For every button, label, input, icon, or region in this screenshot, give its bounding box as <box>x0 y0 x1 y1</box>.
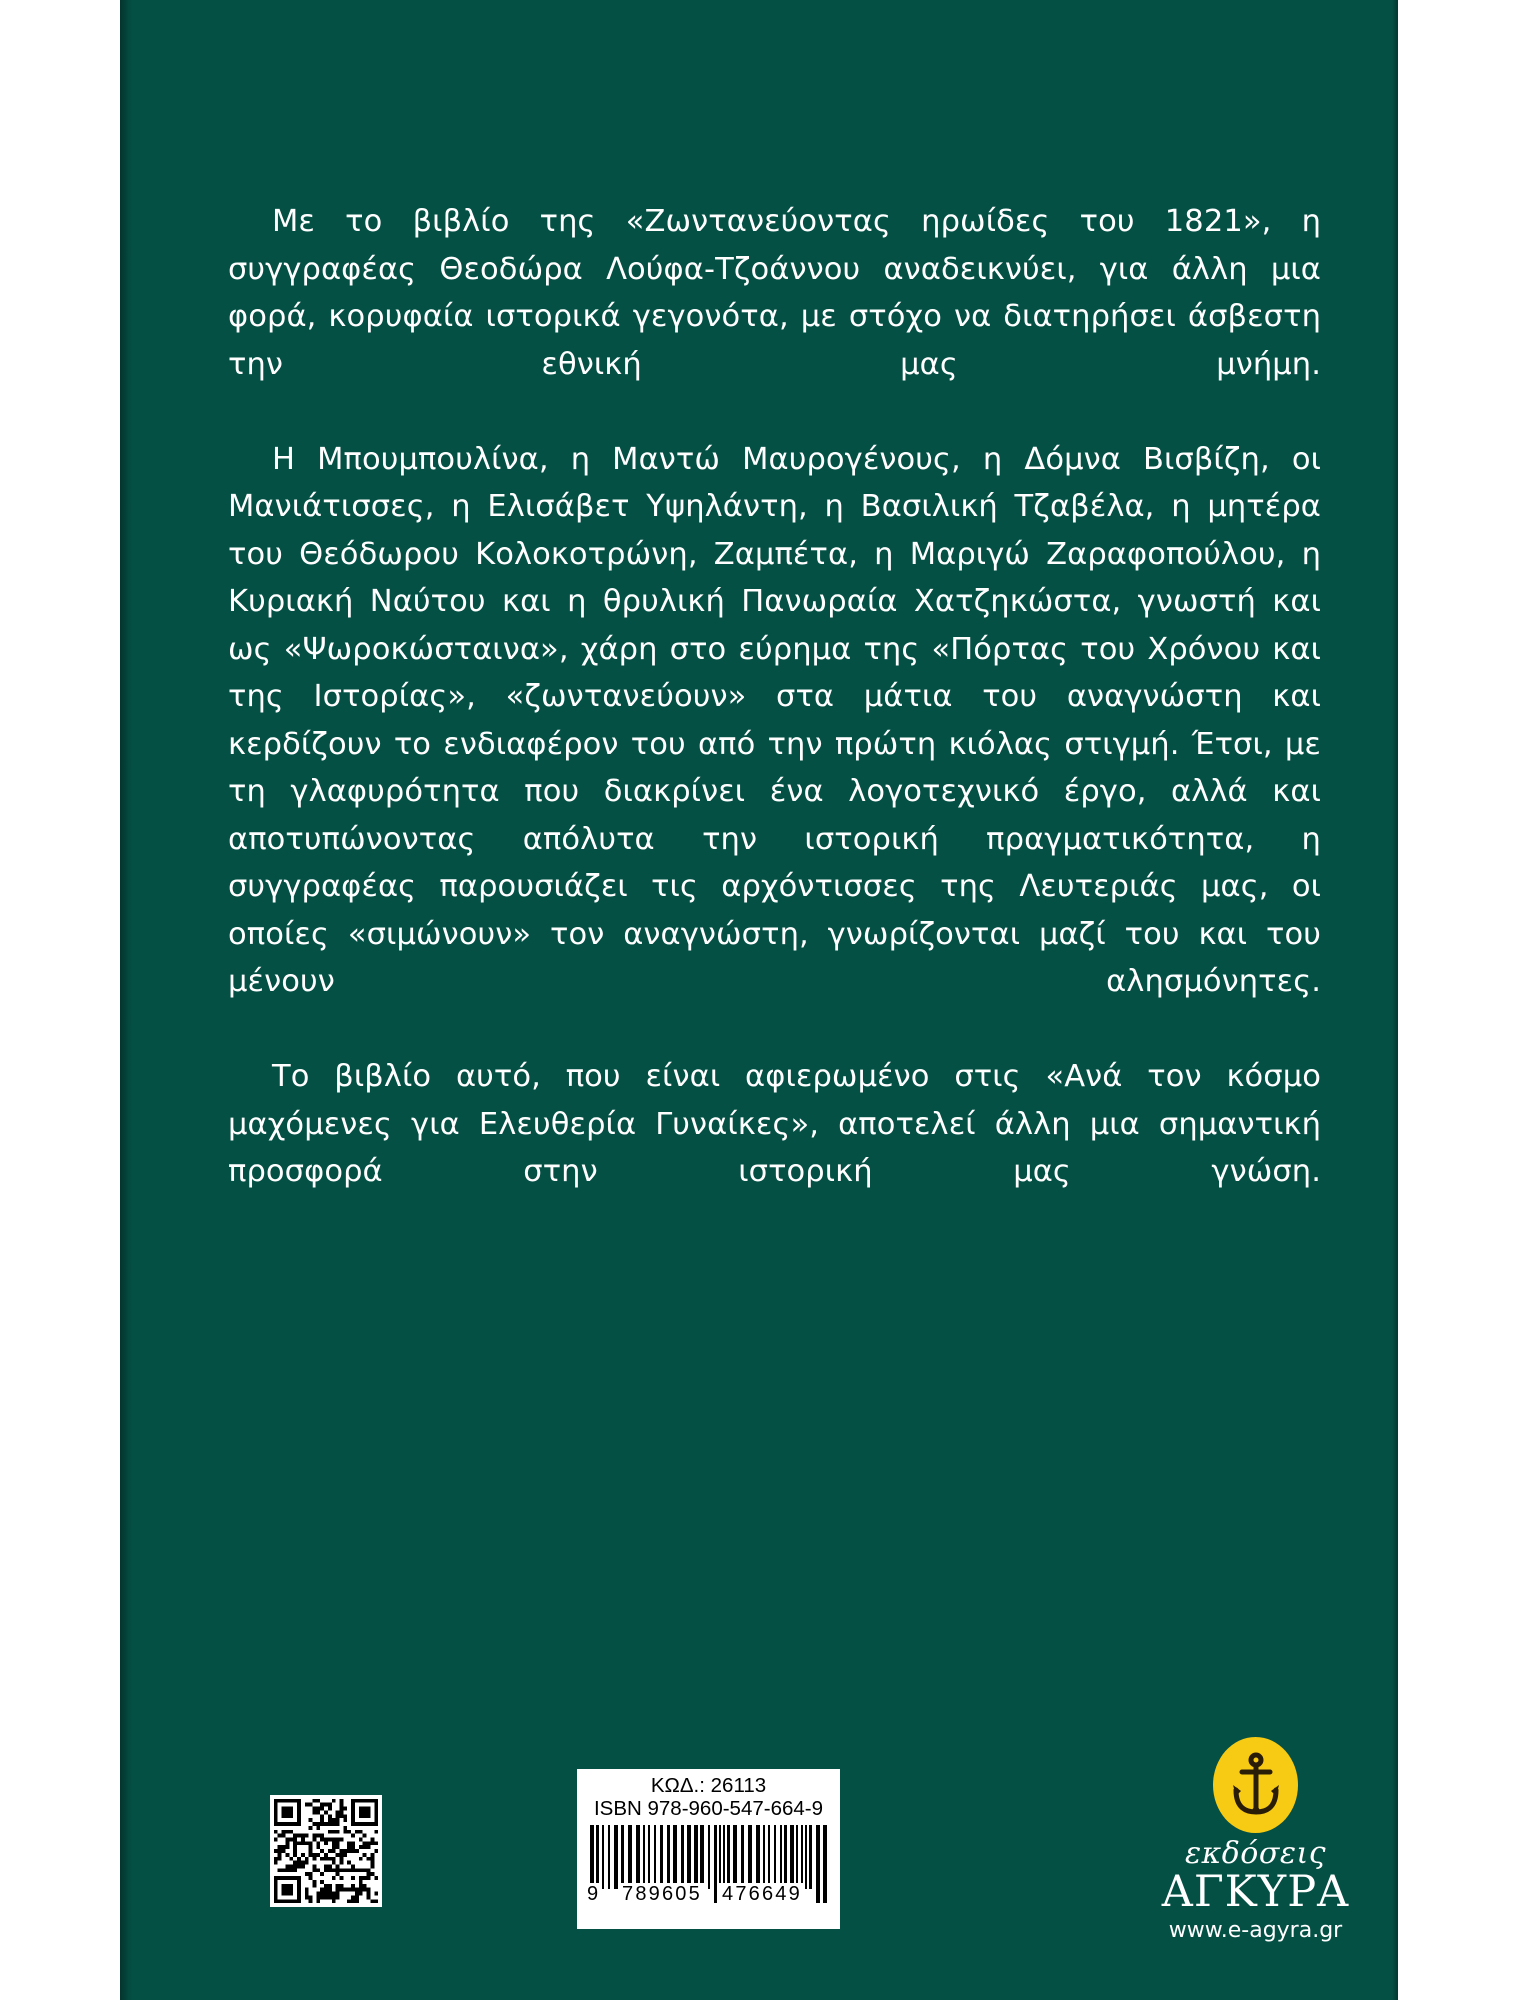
book-back-cover <box>120 0 1398 2000</box>
publisher-name-line2: ΑΓΚΥΡΑ <box>1161 1867 1350 1917</box>
product-code-label: ΚΩΔ.: 26113 <box>650 1774 767 1797</box>
blurb-paragraph-2: Η Μπουμπουλίνα, η Μαντώ Μαυρογένους, η Δόμνα Βισβίζη, οι Μανιάτισσες, η Ελισάβετ Υψηλάντη, η Βασιλική Τζαβέλα, η μητέρα του Θεόδωρου Κολοκοτρώνη, Ζαμπέτα, η Μαριγώ Ζαραφοπούλου, η Κυριακή Ναύτου και η θρυλική Πανωραία Χατζηκώστα, γνωστή και ως «Ψωροκώσταινα», χάρη στο εύρημα της «Πόρτας του Χρόνου και της Ιστορίας», «ζωντανεύουν» στα μάτια του αναγνώστη και κερδίζουν το ενδιαφέρον του από την πρώτη κιόλας στιγμή. Έτσι, με τη γλαφυρότητα που διακρίνει ένα λογοτεχνικό έργο, αλλά και αποτυπώνοντας απόλυτα την ιστορική πραγματικότητα, η συγγραφέας παρουσιάζει τις αρχόντισσες της Λευτεριάς μας, οι οποίες «σιμώνουν» τον αναγνώστη, γνωρίζονται μαζί του και του μένουν αλησμόνητες. <box>228 441 1321 999</box>
blurb-paragraph-1: Με το βιβλίο της «Ζωντανεύοντας ηρωίδες του 1821», η συγγραφέας Θεοδώρα Λούφα-Τζοάννου αναδεικνύει, για άλλη μια φορά, κορυφαία ιστορικά γεγονότα, με στόχο να διατηρήσει άσβεστη την εθνική μας μνήμη. <box>228 204 1321 382</box>
isbn-label: ISBN 978-960-547-664-9 <box>593 1796 824 1820</box>
publisher-name-line1: εκδόσεις <box>1184 1836 1327 1871</box>
spine-shadow <box>120 0 132 2000</box>
blurb-paragraph-3: Το βιβλίο αυτό, που είναι αφιερωμένο στις «Ανά τον κόσμο μαχόμενες για Ελευθερία Γυναίκες», αποτελεί άλλη μια σημαντική προσφορά στην ιστορική μας γνώση. <box>228 1059 1321 1189</box>
right-edge-shadow <box>1392 0 1398 2000</box>
publisher-logo[interactable] <box>1143 1737 1368 1945</box>
barcode-digits <box>587 1882 830 1925</box>
anchor-icon <box>1213 1737 1298 1833</box>
publisher-website: www.e-agyra.gr <box>1168 1918 1343 1944</box>
qr-code-image <box>270 1795 382 1907</box>
barcode-digit-group-left: 9 <box>587 1882 599 1905</box>
isbn-barcode-block <box>577 1769 840 1929</box>
barcode-digit-group-right: 476649 <box>719 1883 805 1906</box>
back-cover-blurb <box>228 198 1321 1243</box>
qr-code[interactable] <box>270 1795 382 1907</box>
barcode-digit-group-mid: 789605 <box>619 1883 705 1906</box>
